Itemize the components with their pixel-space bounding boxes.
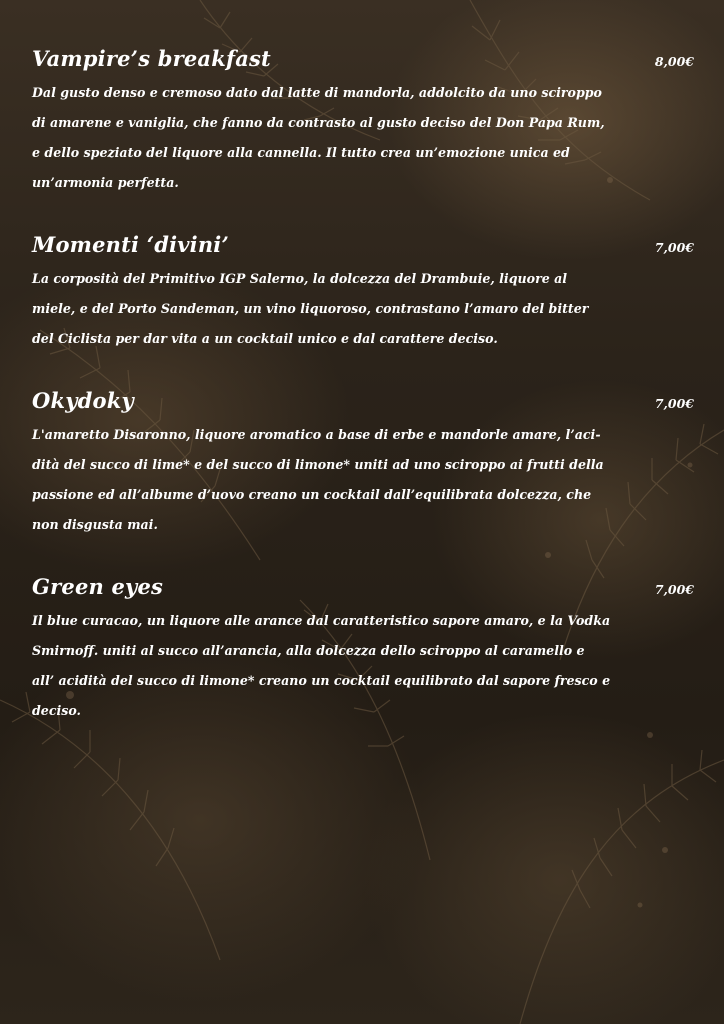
description-line: L'amaretto Disaronno, liquore aromatico a base di erbe e mandorle amare, l’aci- (32, 427, 601, 442)
description-line: non disgusta mai. (32, 517, 158, 532)
item-price: 7,00€ (654, 240, 694, 255)
item-price: 8,00€ (654, 54, 694, 69)
item-header (32, 232, 692, 264)
description-line: e dello speziato del liquore alla cannella. Il tutto crea un’emozione unica ed (32, 145, 570, 160)
description-line: miele, e del Porto Sandeman, un vino liquoroso, contrastano l’amaro del bitter (32, 301, 589, 316)
description-line: all’ acidità del succo di limone* creano un cocktail equilibrato dal sapore fresco e (32, 673, 611, 688)
item-description (32, 264, 692, 354)
menu-item-vampires-breakfast (32, 46, 692, 198)
description-line: deciso. (32, 703, 81, 718)
item-price: 7,00€ (654, 582, 694, 597)
item-header (32, 574, 692, 606)
description-line: Dal gusto denso e cremoso dato dal latte di mandorla, addolcito da uno sciroppo (32, 85, 602, 100)
menu-item-okydoky (32, 388, 692, 540)
item-description (32, 606, 692, 726)
item-price: 7,00€ (654, 396, 694, 411)
item-description (32, 420, 692, 540)
menu-item-green-eyes (32, 574, 692, 726)
description-line: Smirnoff. uniti al succo all’arancia, alla dolcezza dello sciroppo al caramello e (32, 643, 585, 658)
item-description (32, 78, 692, 198)
item-header (32, 388, 692, 420)
description-line: Il blue curacao, un liquore alle arance dal caratteristico sapore amaro, e la Vodka (32, 613, 611, 628)
description-line: passione ed all’albume d’uovo creano un cocktail dall’equilibrata dolcezza, che (32, 487, 592, 502)
item-name: Green eyes (32, 574, 164, 599)
item-name: Okydoky (32, 388, 134, 413)
item-header (32, 46, 692, 78)
description-line: un’armonia perfetta. (32, 175, 179, 190)
item-name: Momenti ‘divini’ (32, 232, 229, 257)
menu-content (32, 46, 692, 760)
description-line: di amarene e vaniglia, che fanno da contrasto al gusto deciso del Don Papa Rum, (32, 115, 605, 130)
item-name: Vampire’s breakfast (32, 46, 271, 71)
description-line: del Ciclista per dar vita a un cocktail unico e dal carattere deciso. (32, 331, 498, 346)
description-line: La corposità del Primitivo IGP Salerno, la dolcezza del Drambuie, liquore al (32, 271, 568, 286)
description-line: dità del succo di lime* e del succo di limone* uniti ad uno sciroppo ai frutti della (32, 457, 604, 472)
menu-item-momenti-divini (32, 232, 692, 354)
